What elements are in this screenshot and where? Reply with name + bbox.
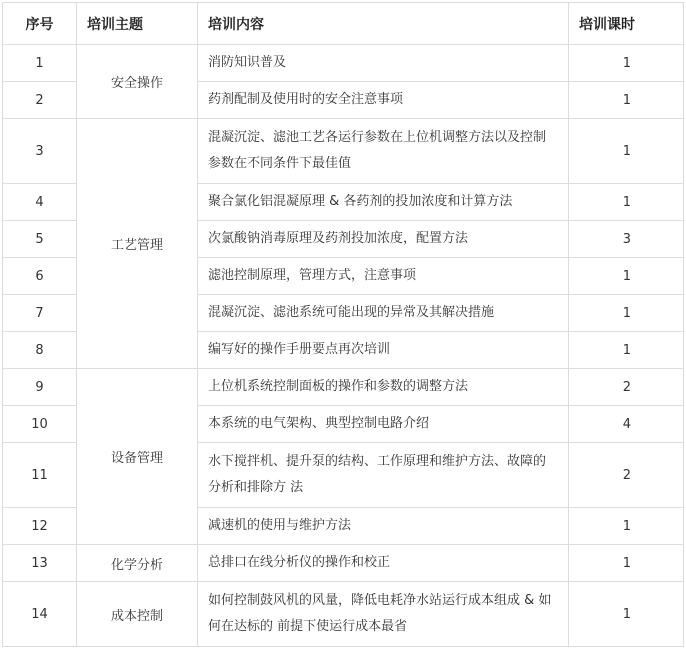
row-hours: 3 bbox=[569, 221, 684, 258]
row-content: 减速机的使用与维护方法 bbox=[198, 508, 569, 545]
row-hours: 1 bbox=[569, 508, 684, 545]
row-hours: 2 bbox=[569, 369, 684, 406]
row-hours: 2 bbox=[569, 443, 684, 508]
table-row bbox=[3, 545, 684, 582]
row-content: 聚合氯化铝混凝原理 & 各药剂的投加浓度和计算方法 bbox=[198, 184, 569, 221]
row-topic: 设备管理 bbox=[77, 369, 198, 545]
row-topic: 成本控制 bbox=[77, 582, 198, 647]
row-number: 6 bbox=[3, 258, 77, 295]
row-hours: 1 bbox=[569, 119, 684, 184]
row-content: 混凝沉淀、滤池系统可能出现的异常及其解决措施 bbox=[198, 295, 569, 332]
row-number: 7 bbox=[3, 295, 77, 332]
row-hours: 1 bbox=[569, 82, 684, 119]
row-content: 消防知识普及 bbox=[198, 45, 569, 82]
row-number: 14 bbox=[3, 582, 77, 647]
row-number: 8 bbox=[3, 332, 77, 369]
table-row bbox=[3, 582, 684, 647]
row-hours: 1 bbox=[569, 332, 684, 369]
row-number: 10 bbox=[3, 406, 77, 443]
row-content: 次氯酸钠消毒原理及药剂投加浓度，配置方法 bbox=[198, 221, 569, 258]
row-content: 上位机系统控制面板的操作和参数的调整方法 bbox=[198, 369, 569, 406]
row-hours: 1 bbox=[569, 582, 684, 647]
header-content: 培训内容 bbox=[198, 3, 569, 45]
row-content: 混凝沉淀、滤池工艺各运行参数在上位机调整方法以及控制参数在不同条件下最佳值 bbox=[198, 119, 569, 184]
row-topic: 安全操作 bbox=[77, 45, 198, 119]
row-content: 药剂配制及使用时的安全注意事项 bbox=[198, 82, 569, 119]
row-number: 1 bbox=[3, 45, 77, 82]
row-content: 滤池控制原理，管理方式，注意事项 bbox=[198, 258, 569, 295]
row-number: 12 bbox=[3, 508, 77, 545]
row-hours: 1 bbox=[569, 45, 684, 82]
header-topic: 培训主题 bbox=[77, 3, 198, 45]
header-hours: 培训课时 bbox=[569, 3, 684, 45]
header-no: 序号 bbox=[3, 3, 77, 45]
row-number: 3 bbox=[3, 119, 77, 184]
row-number: 2 bbox=[3, 82, 77, 119]
row-number: 5 bbox=[3, 221, 77, 258]
row-number: 9 bbox=[3, 369, 77, 406]
row-number: 4 bbox=[3, 184, 77, 221]
table-header-row bbox=[3, 3, 684, 45]
training-schedule-table bbox=[2, 2, 684, 647]
row-content: 水下搅拌机、提升泵的结构、工作原理和维护方法、故障的分析和排除方 法 bbox=[198, 443, 569, 508]
row-number: 13 bbox=[3, 545, 77, 582]
row-content: 编写好的操作手册要点再次培训 bbox=[198, 332, 569, 369]
row-hours: 1 bbox=[569, 258, 684, 295]
row-hours: 1 bbox=[569, 545, 684, 582]
row-hours: 1 bbox=[569, 295, 684, 332]
row-topic: 化学分析 bbox=[77, 545, 198, 582]
table-row bbox=[3, 119, 684, 184]
table-row bbox=[3, 369, 684, 406]
row-content: 本系统的电气架构、典型控制电路介绍 bbox=[198, 406, 569, 443]
table-row bbox=[3, 45, 684, 82]
row-content: 如何控制鼓风机的风量，降低电耗净水站运行成本组成 & 如何在达标的 前提下使运行成本最省 bbox=[198, 582, 569, 647]
row-topic: 工艺管理 bbox=[77, 119, 198, 369]
row-content: 总排口在线分析仪的操作和校正 bbox=[198, 545, 569, 582]
row-number: 11 bbox=[3, 443, 77, 508]
row-hours: 4 bbox=[569, 406, 684, 443]
row-hours: 1 bbox=[569, 184, 684, 221]
